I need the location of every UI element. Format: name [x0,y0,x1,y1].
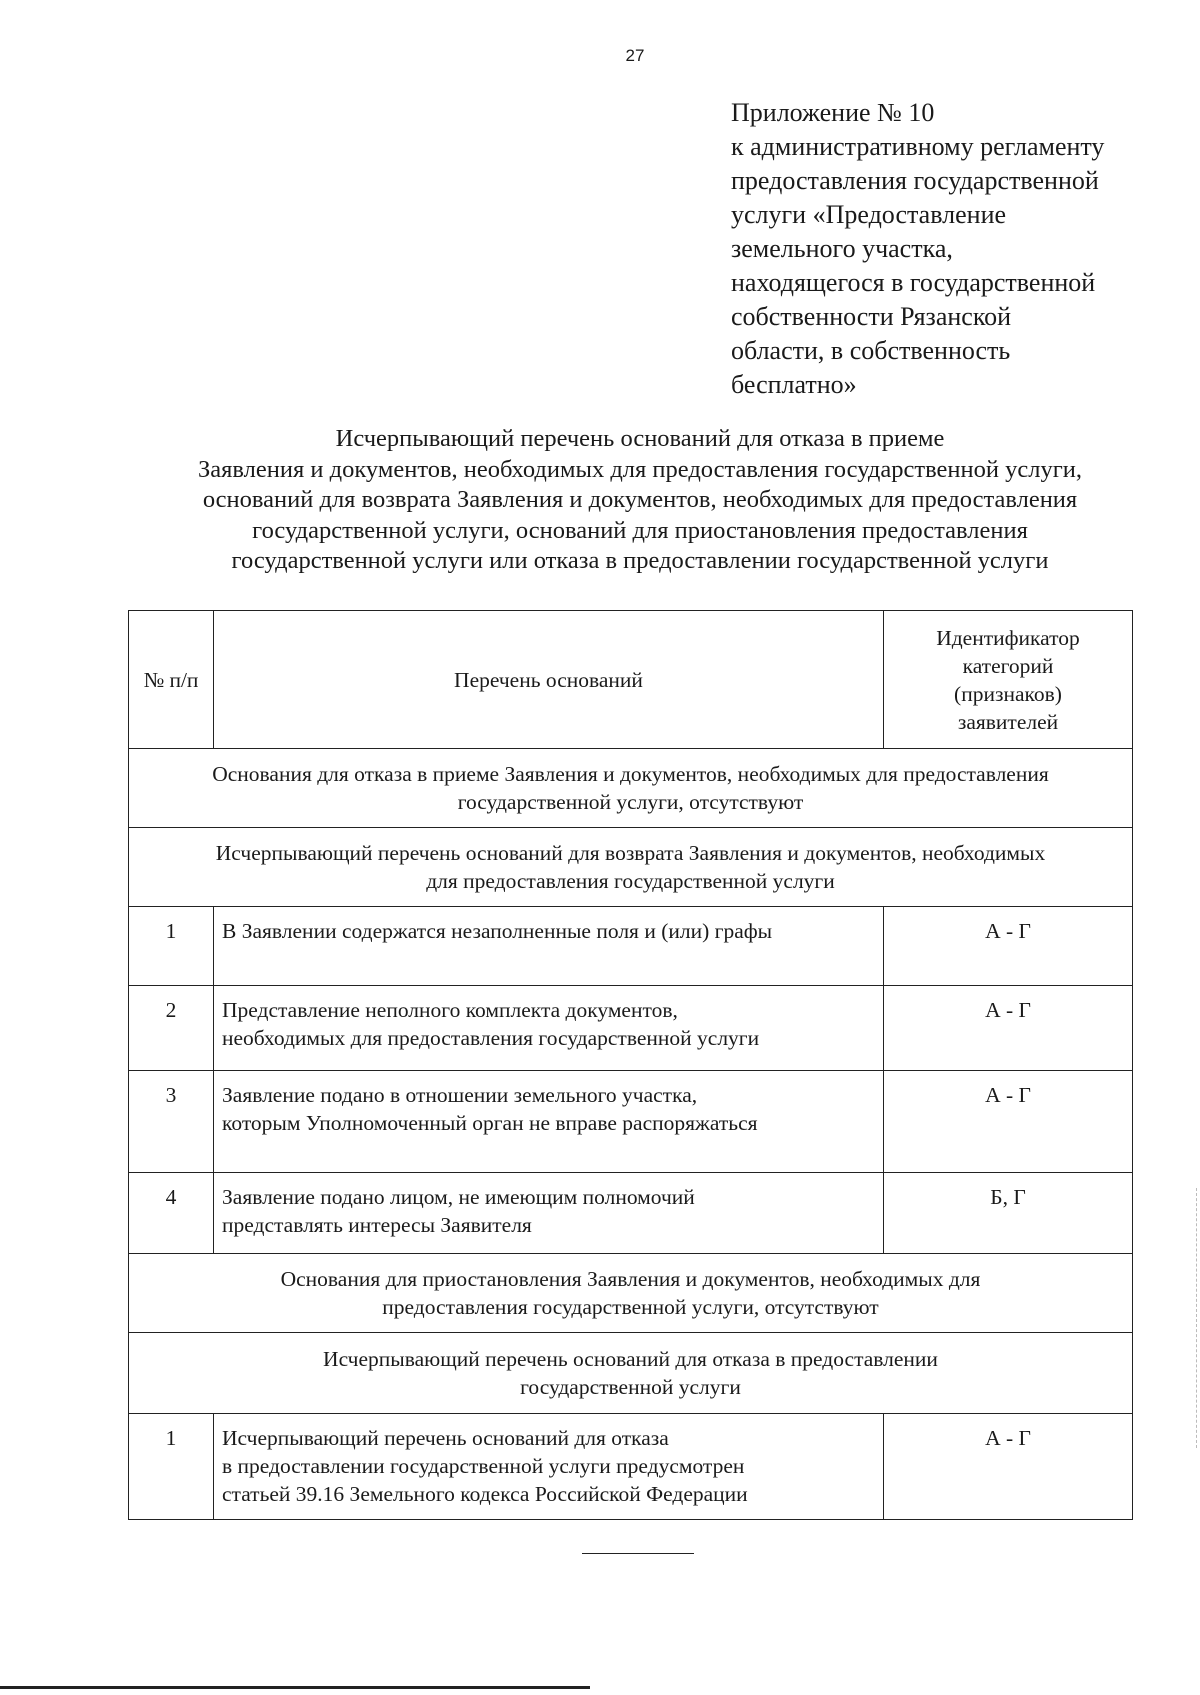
section-line: Основания для отказа в приеме Заявления и документов, необходимых для предоставления [212,762,1049,786]
row-ground-line: в предоставлении государственной услуги предусмотрен [222,1454,745,1478]
header-category-line: категорий [962,653,1054,678]
row-category: Б, Г [884,1173,1133,1254]
table-row [129,1414,1133,1520]
appendix-line: Приложение № 10 [731,98,935,127]
appendix-line: собственности Рязанской [731,302,1012,331]
appendix-line: бесплатно» [731,370,857,399]
end-rule [582,1553,694,1554]
row-ground-line: Исчерпывающий перечень оснований для отказа [222,1426,669,1450]
section-line: Исчерпывающий перечень оснований для отказа в предоставлении [323,1347,938,1371]
appendix-line: услуги «Предоставление [731,200,1007,229]
title-line: государственной услуги, оснований для приостановления предоставления [252,516,1028,544]
row-ground [214,1173,884,1254]
header-grounds: Перечень оснований [214,611,884,749]
row-ground-line: которым Уполномоченный орган не вправе распоряжаться [222,1111,758,1135]
row-num: 1 [129,907,214,986]
row-ground [214,1414,884,1520]
row-num: 1 [129,1414,214,1520]
table-row [129,1173,1133,1254]
title-line: оснований для возврата Заявления и документов, необходимых для предоставления [202,486,1078,513]
row-ground-line: Представление неполного комплекта документов, [222,998,678,1022]
row-ground-line: статьей 39.16 Земельного кодекса Российской Федерации [222,1482,748,1506]
appendix-line: земельного участка, [731,234,953,263]
row-ground [214,907,884,986]
header-category-line: заявителей [957,709,1059,734]
row-category: А - Г [884,986,1133,1071]
scan-edge-line [0,1686,590,1689]
section-row [129,1254,1133,1333]
section-return [129,828,1133,907]
section-line: для предоставления государственной услуги [426,869,835,893]
header-category-line: (признаков) [954,681,1062,706]
row-num: 4 [129,1173,214,1254]
appendix-line: предоставления государственной [731,166,1099,195]
section-line: государственной услуги, отсутствуют [457,790,804,814]
row-num: 3 [129,1071,214,1173]
section-line: государственной услуги [520,1375,741,1399]
title-line: Исчерпывающий перечень оснований для отказа в приеме [335,425,945,452]
appendix-line: к административному регламенту [731,132,1105,161]
row-category: А - Г [884,1071,1133,1173]
title-line: Заявления и документов, необходимых для предоставления государственной услуги, [198,455,1082,483]
row-ground [214,986,884,1071]
row-ground-line: Заявление подано в отношении земельного участка, [222,1083,698,1107]
row-ground-line: представлять интересы Заявителя [222,1213,532,1237]
table-row [129,986,1133,1071]
section-refusal-service [129,1333,1133,1414]
row-ground-line: необходимых для предоставления государственной услуги [222,1026,760,1050]
section-row [129,828,1133,907]
section-line: предоставления государственной услуги, отсутствуют [382,1295,879,1319]
header-category [884,611,1133,749]
section-suspension [129,1254,1133,1333]
table-row [129,907,1133,986]
scan-edge-mark [1196,1188,1198,1448]
title-line: государственной услуги или отказа в предоставлении государственной услуги [231,547,1049,574]
row-ground-line: В Заявлении содержатся незаполненные поля и (или) графы [222,919,773,943]
table-header-row [129,611,1133,749]
appendix-line: находящегося в государственной [731,268,1096,297]
row-category: А - Г [884,1414,1133,1520]
grounds-table [128,610,1133,1520]
row-ground-line: Заявление подано лицом, не имеющим полномочий [222,1185,695,1209]
row-num: 2 [129,986,214,1071]
section-line: Основания для приостановления Заявления и документов, необходимых для [280,1267,981,1291]
header-category-line: Идентификатор [936,625,1080,650]
appendix-line: области, в собственность [731,336,1011,365]
row-category: А - Г [884,907,1133,986]
header-num: № п/п [129,611,214,749]
table-row [129,1071,1133,1173]
section-row [129,749,1133,828]
page-number: 27 [625,46,645,65]
section-refusal-acceptance [129,749,1133,828]
section-line: Исчерпывающий перечень оснований для возврата Заявления и документов, необходимых [215,841,1046,865]
row-ground [214,1071,884,1173]
appendix-note [731,96,1171,402]
section-row [129,1333,1133,1414]
document-title [110,424,1170,577]
